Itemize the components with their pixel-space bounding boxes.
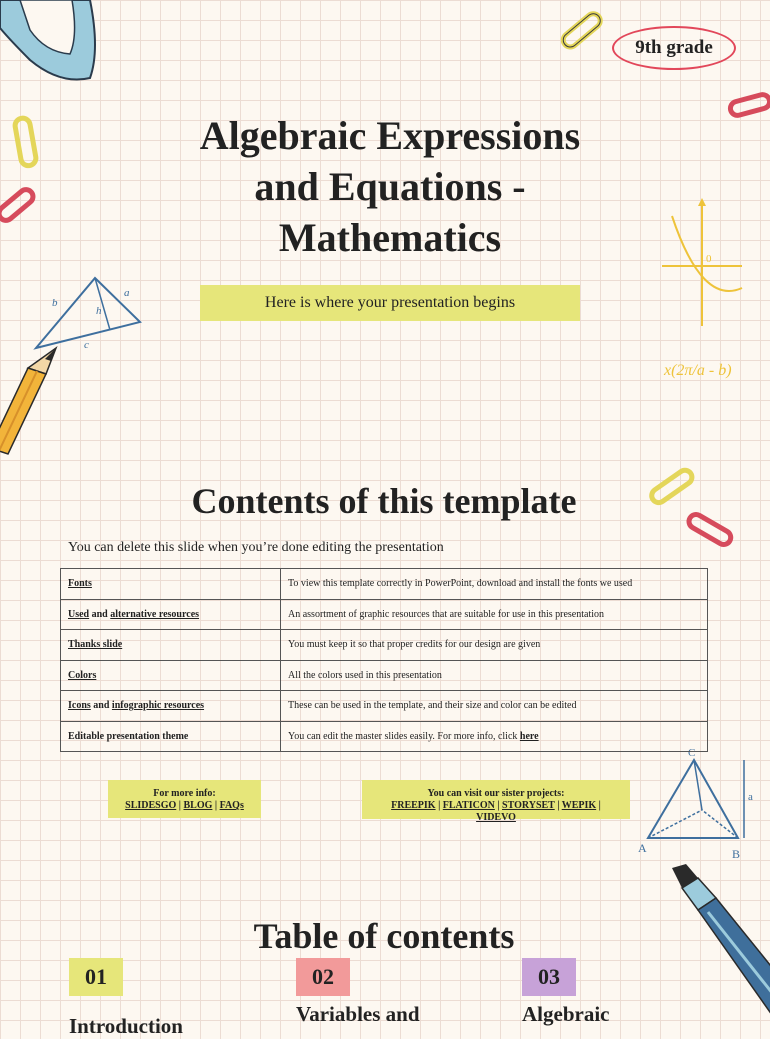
pyramid-label-b-vertex: B [732, 847, 741, 861]
table-cell: All the colors used in this presentation [281, 660, 708, 691]
paperclip-icon [0, 186, 36, 228]
triangle-label-b: b [52, 297, 58, 309]
table-cell: An assortment of graphic resources that are suitable for use in this presentation [281, 599, 708, 630]
sister-projects-box: You can visit our sister projects: FREEPIK | FLATICON | STORYSET | WEPIK | VIDEVO [362, 780, 630, 819]
graph-sketch-icon [656, 196, 748, 332]
triangle-label-c: c [84, 339, 89, 351]
table-cell: These can be used in the template, and their size and color can be edited [281, 691, 708, 722]
wepik-link[interactable]: WEPIK [561, 800, 597, 811]
resources-table [60, 568, 708, 752]
toc-label-02: Variables and [296, 1002, 420, 1026]
table-row: Icons and infographic resources These can be used in the template, and their size and color can be edited [61, 691, 708, 722]
here-link[interactable]: here [519, 730, 539, 742]
table-row: Used and alternative resources An assortment of graphic resources that are suitable for use in this presentation [61, 599, 708, 630]
table-cell: To view this template correctly in PowerPoint, download and install the fonts we used [281, 569, 708, 600]
faqs-link[interactable]: FAQs [219, 800, 244, 811]
main-title-line-2: and Equations - [254, 164, 526, 209]
flaticon-link[interactable]: FLATICON [442, 800, 495, 811]
protractor-icon [0, 0, 100, 90]
triangle-diagram-icon [30, 270, 150, 350]
main-title-line-3: Mathematics [278, 215, 502, 260]
colors-link[interactable]: Colors [68, 669, 97, 681]
table-row [61, 660, 708, 691]
sister-projects-heading: You can visit our sister projects: [427, 788, 565, 799]
formula-sketch-icon [662, 350, 742, 390]
table-row [61, 569, 708, 600]
toc-label-01: Introduction [69, 1014, 183, 1038]
thanks-slide-link[interactable]: Thanks slide [68, 639, 123, 651]
more-info-box: For more info: SLIDESGO | BLOG | FAQs [108, 780, 261, 818]
pyramid-label-a-side: a [748, 791, 753, 803]
grade-badge: 9th grade [612, 26, 736, 70]
paperclip-icon [556, 10, 606, 54]
freepik-link[interactable]: FREEPIK [391, 800, 436, 811]
table-cell: You must keep it so that proper credits for our design are given [281, 630, 708, 661]
subtitle-banner: Here is where your presentation begins [200, 285, 580, 321]
infographic-resources-link[interactable]: infographic resources [111, 700, 205, 712]
paperclip-icon [726, 92, 770, 120]
toc-number-02: 02 [296, 958, 350, 996]
slidesgo-link[interactable]: SLIDESGO [125, 800, 177, 811]
table-row [61, 630, 708, 661]
blog-link[interactable]: BLOG [183, 800, 213, 811]
pyramid-label-c: C [688, 747, 696, 759]
icons-link[interactable]: Icons [68, 700, 91, 712]
toc-number-01: 01 [69, 958, 123, 996]
paperclip-icon [684, 510, 734, 550]
main-title-line-1: Algebraic Expressions [199, 113, 581, 158]
contents-subtitle: You can delete this slide when you’re done editing the presentation [68, 540, 444, 555]
triangle-label-a: a [124, 287, 130, 299]
used-link[interactable]: Used [68, 608, 90, 620]
alternative-resources-link[interactable]: alternative resources [110, 608, 200, 620]
toc-title: Table of contents [253, 916, 515, 956]
paperclip-icon [12, 114, 40, 170]
table-cell: Editable presentation theme [61, 721, 281, 752]
pyramid-diagram-icon [636, 746, 766, 866]
main-title [140, 110, 640, 263]
table-cell: You can edit the master slides easily. For more info, click [288, 730, 520, 742]
formula-label: x(2π/a - b) [664, 362, 732, 379]
triangle-label-h: h [96, 305, 102, 317]
graph-origin-label: 0 [706, 253, 712, 265]
pencil-icon [0, 348, 62, 438]
toc-number-03: 03 [522, 958, 576, 996]
fonts-link[interactable]: Fonts [68, 578, 92, 590]
table-row [61, 721, 708, 752]
contents-title: Contents of this template [191, 481, 577, 521]
toc-label-03: Algebraic [522, 1002, 610, 1026]
storyset-link[interactable]: STORYSET [502, 800, 555, 811]
marker-icon [668, 862, 768, 1024]
videvo-link[interactable]: VIDEVO [476, 812, 516, 823]
pyramid-label-a-vertex: A [638, 841, 647, 855]
more-info-heading: For more info: [153, 788, 216, 799]
